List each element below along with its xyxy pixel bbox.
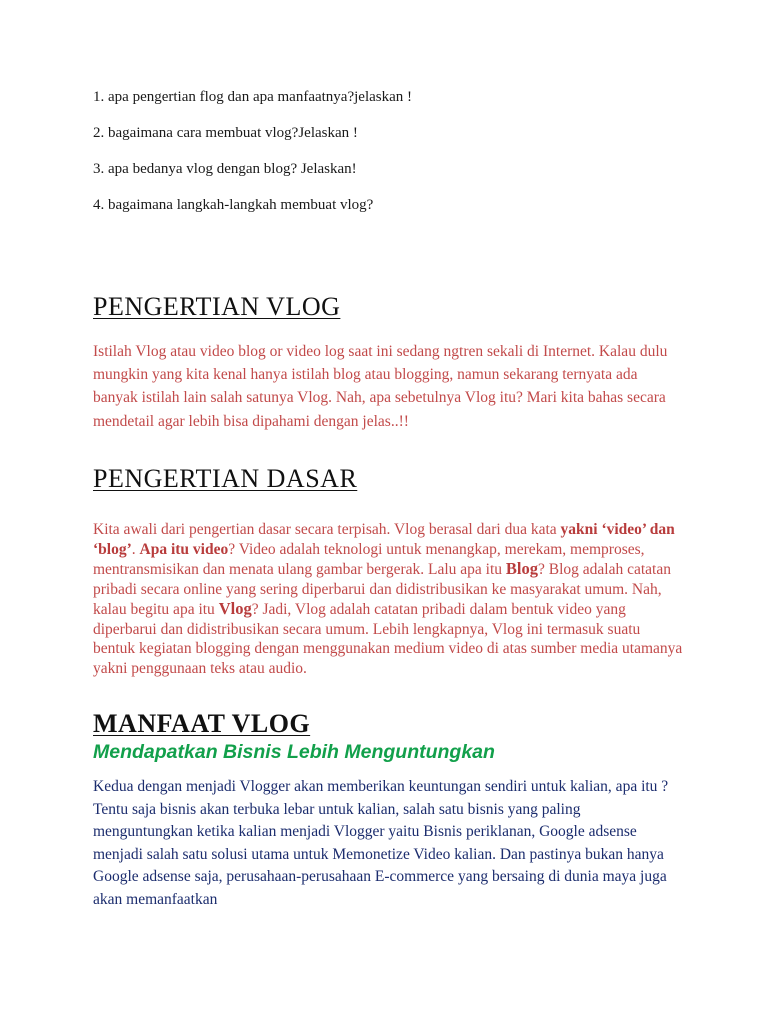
text-segment: . bbox=[131, 540, 140, 558]
bold-term-apa-itu-video: Apa itu video bbox=[139, 540, 229, 558]
question-item: 3. apa bedanya vlog dengan blog? Jelaskan! bbox=[93, 161, 357, 177]
bold-term-vlog: Vlog bbox=[218, 599, 252, 618]
question-list bbox=[93, 86, 683, 230]
bold-term-blog: Blog bbox=[505, 559, 538, 578]
text-segment: ? Blog adalah catatan pribadi secara online yang sering diperbarui dan didistribusikan ke masyarakat umum. Nah, kalau begitu apa itu bbox=[93, 561, 671, 618]
heading-manfaat-vlog: MANFAAT VLOG bbox=[93, 709, 311, 738]
heading-pengertian-vlog: PENGERTIAN VLOG bbox=[93, 292, 341, 321]
question-item: 4. bagaimana langkah-langkah membuat vlog? bbox=[93, 197, 374, 213]
text-segment: ? Jadi, Vlog adalah catatan pribadi dalam bentuk video yang diperbarui dan didistribusikan secara umum. Lebih lengkapnya, Vlog ini termasuk suatu bentuk kegiatan blogging dengan menggunakan medium video di atas sumber media utamanya yakni penggunaan teks atau audio. bbox=[93, 601, 683, 677]
subheading-bisnis: Mendapatkan Bisnis Lebih Menguntungkan bbox=[93, 741, 495, 763]
heading-pengertian-dasar: PENGERTIAN DASAR bbox=[93, 464, 358, 493]
bold-term-video-blog: yakni ‘video’ dan ‘blog’ bbox=[93, 521, 675, 558]
paragraph-pengertian-dasar bbox=[93, 520, 683, 678]
question-item: 2. bagaimana cara membuat vlog?Jelaskan ! bbox=[93, 125, 358, 141]
text-segment: ? Video adalah teknologi untuk menangkap, merekam, memproses, mentransmisikan dan menata ulang gambar bergerak. Lalu apa itu bbox=[93, 540, 645, 578]
paragraph-pengertian-vlog: Istilah Vlog atau video blog or video log saat ini sedang ngtren sekali di Internet. Kalau dulu mungkin yang kita kenal hanya istilah blog atau blogging, namun sekarang ternyata ada banyak istilah lain salah satunya Vlog. Nah, apa sebetulnya Vlog itu? Mari kita bahas secara mendetail agar lebih bisa dipahami dengan jelas..!! bbox=[93, 343, 668, 430]
paragraph-manfaat-vlog: Kedua dengan menjadi Vlogger akan memberikan keuntungan sendiri untuk kalian, apa itu ? Tentu saja bisnis akan terbuka lebar untuk kalian, salah satu bisnis yang paling menguntungkan ketika kalian menjadi Vlogger yaitu Bisnis periklanan, Google adsense menjadi salah satu solusi utama untuk Memonetize Video kalian. Dan pastinya bukan hanya Google adsense saja, perusahaan-perusahaan E-commerce yang bersaing di dunia maya juga akan memanfaatkan bbox=[93, 778, 669, 908]
text-segment: Kita awali dari pengertian dasar secara terpisah. Vlog berasal dari dua kata bbox=[93, 521, 561, 538]
question-item: 1. apa pengertian flog dan apa manfaatnya?jelaskan ! bbox=[93, 89, 413, 105]
